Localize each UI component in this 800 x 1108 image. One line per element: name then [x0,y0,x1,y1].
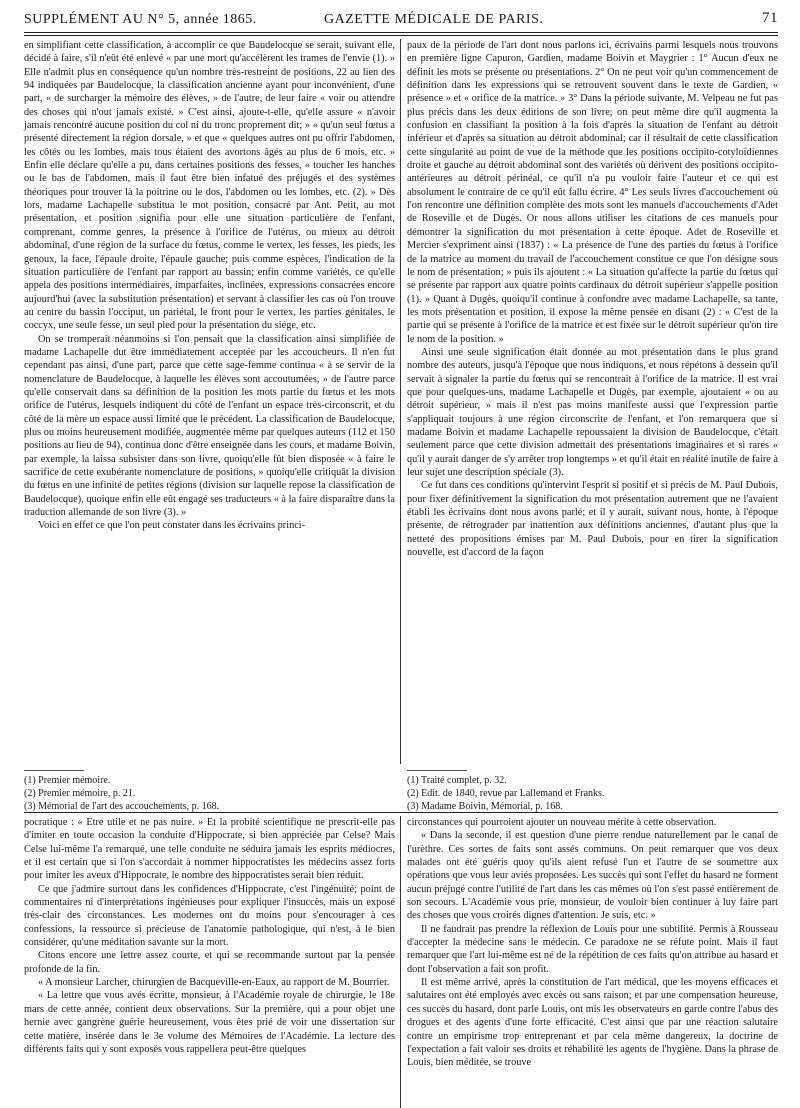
paragraph: paux de la période de l'art dont nous parlons ici, écrivains parmi lesquels nous trouvons en première ligne Capuron, Gardien, madame Boivin et Maygrier : 1° Aucun d'eux ne définit les mots se présente ou présentations. 2° On ne peut voir qu'un commencement de définition dans les expressions qui se retrouvent souvent dans le texte de Gardien, « présence » et « orifice de la matrice. » 3° Dans la période suivante, M. Velpeau ne fut pas plus précis dans les deux éditions de son livre; on peut même dire qu'il augmenta la confusion en classifiant la position à la fois d'après la situation de l'enfant au détroit inférieur et d'après sa situation au détroit abdominal; car il résultait de cette classification cette singularité au point de vue de la méthode que les positions occipito-cotyloïdiennes droite et gauche au détroit abdominal sont des variétés où dérivent des positions occipito-antérieures au détroit périnéal, ce qu'il n'a pu vouloir faire l'auteur et ce qui est absolument le contraire de ce qu'il eût fallu écrire. 4° Les seuls livres d'accouchement où l'on rencontre une définition complète des mots sont les manuels d'accouchements d'Adet de Roseville et de Dugès. Or nous allons utiliser les citations de ces manuels pour démontrer la signification du mot présentation à cette époque. Adet de Roseville et Mercier s'expriment ainsi (1837) : « La présence de l'une des parties du fœtus à l'orifice de la matrice au moment du travail de l'accouchement constitue ce que l'on désigne sous le nom de présentation; » puis ils ajoutent : « La situation qu'affecte la partie du fœtus qui se présente par rapport aux quatre points cardinaux du détroit supérieur s'appelle position (1). » Quant à Dugès, quoiqu'il continue à confondre avec madame Lachapelle, sa tante, les mots présentation et position, il expose la même pensée en disant (2) : « C'est de la partie qui se présente à l'orifice de la matrice et est fixée sur le détroit supérieur qu'on tire le nom de la position. » [407,40,778,345]
footnote-separator [24,770,84,771]
footnote-separator [407,770,467,771]
paragraph: circonstances qui pourroient ajouter un nouveau mérite à cette observation. [407,817,717,828]
paragraph: « La lettre que vous avés écritte, monsieur, à l'Académie royale de chirurgie, le 18e mars de cette année, contient deux observations. Sur la première, qui a pour objet une hernie avec gangrène guérie heureusement, vous êtes prié de voir une dissertation sur cette matière, insérée dans le 3e volume des Mémoires de l'Académie. La lecture des différents faits qui y sont exposés vous rappellera peut-être quelques [24,990,395,1055]
footnote: (3) Madame Boivin, Mémorial, p. 168. [407,801,563,812]
footnote: (1) Traité complet, p. 32. [407,775,507,786]
footnote: (1) Premier mémoire. [24,775,111,786]
left-footnotes [24,764,395,812]
column-divider [400,39,401,764]
bottom-section [24,816,778,1108]
paragraph: Il ne faudrait pas prendre la réflexion de Louis pour une subtilité. Permis à Rousseau d'accepter la médecine sans le médecin. Ce paradoxe ne se réfute point. Mais il faut remarquer que l'art lui-même est né de la répétition de ces faits qu'on attribue au hasard et dont l'observation a fait son profit. [407,923,778,975]
paragraph: « A monsieur Larcher, chirurgien de Bacqueville-en-Eaux, au rapport de M. Bourrier. [38,977,390,989]
column-divider [400,816,401,1108]
paragraph: « Dans la seconde, il est question d'une pierre rendue naturellement par le canal de l'urèthre. Ces sortes de faits sont assés communs. On peut remarquer que vos deux malades ont été guéris quoy qu'ils aient refusé l'un et l'autre de se soumettre aux opérations que vous leur aviés proposées. Les succès qui sont l'effet du hasard ne forment aucun préjugé contre l'utilité de l'art dans les cas mêmes où l'on s'est passé entièrement de son secours. L'Académie vous prie, monsieur, de vouloir bien continuer à luy faire part des choses que vous croirés dignes d'attention. Je suis, etc. » [407,830,778,922]
newspaper-page [24,10,778,1082]
paragraph: Ce fut dans ces conditions qu'intervint l'esprit si positif et si précis de M. Paul Dubois, pour fixer définitivement la signification du mot présentation autrement que ne l'avaient établi les écrivains dont nous avons parlé; et il y aurait, suivant nous, honte, à l'époque présente, de rétrograder par inattention aux définitions anciennes, d'autant plus que la netteté des propositions émises par M. Paul Dubois, pour en tirer la signification nouvelle, est d'accord de la façon [407,480,778,559]
top-right-column [407,39,778,764]
bottom-left-column [24,816,395,1108]
supplement-label: SUPPLÉMENT AU N° 5, année 1865. [24,12,257,27]
footnote: (3) Mémorial de l'art des accouchements, p. 168. [24,801,220,812]
paragraph: Il est même arrivé, après la constitution de l'art médical, que les moyens efficaces et salutaires ont été employés avec excès ou sans raison; et par une compensation heureuse, ces succès du hasard, dont parle Louis, ont mis les observateurs en garde contre l'abus des drogues et des agents d'une forte efficacité. C'est ainsi que par une réaction salutaire contre un empirisme trop entreprenant et par cela même dangereux, la doctrine de l'expectation a fait valoir ses droits et réhabilité les agents de l'hygiène. Dans la phrase de Louis, bien méditée, se trouve [407,977,778,1069]
page-header [24,10,778,32]
page-number: 71 [762,10,778,26]
footnote: (2) Edit. de 1840, revue par Lallemand et Franks. [407,788,605,799]
paragraph: pocratique : « Etre utile et ne pas nuire. » Et la probité scientifique ne prescrit-elle pas d'imiter en toute occasion la conduite d'Hippocrate, si bien appréciée par Celse? Mais Celse lui-même l'a remarqué, une telle conduite ne séduira jamais les esprits médiocres, et il est certain que si l'on s'accordait à nommer hippocratistes les médecins assez forts pour imiter les aveux d'Hippocrate, le nombre des hippocratistes serait bien réduit. [24,817,395,882]
top-section [24,39,778,764]
paragraph: On se tromperait néanmoins si l'on pensait que la classification ainsi simplifiée de madame Lachapelle dut être immédiatement acceptée par les accoucheurs. Il n'en fut cependant pas ainsi, d'une part, parce que cette sage-femme continua « à se servir de la nomenclature de Baudelocque, à laquelle les élèves sont accoutumées, » de l'autre parce qu'elle conservait dans sa définition de la position les mots partie du fœtus et les mots orifice de l'utérus, lesquels indiquent du côté de l'enfant un espace très-circonscrit, et du côté de la mère un espace aussi limité que le précédent. La classification de Baudelocque, plus ou moins heureusement modifiée, augmentée même par quelques auteurs (112 et 150 positions au lieu de 94), continua donc d'être enseignée dans les cours, et madame Boivin, par exemple, la laissa subsister dans son livre, quoiqu'elle fût bien disposée « à faire le sacrifice de cette exubérante nomenclature de positions, » quoiqu'elle critiquât la division du fœtus en une infinité de petites régions (division sur laquelle repose la classification de Baudelocque), quoique enfin elle eût engagé ses traducteurs « à la faire disparaître dans la traduction allemande de son livre (3). » [24,333,396,519]
journal-title: GAZETTE MÉDICALE DE PARIS. [324,12,544,27]
paragraph: en simplifiant cette classification, à accomplir ce que Baudelocque se serait, suivant elle, décidé à faire, s'il n'eût été enlevé « par une mort qu'accélèrent les trames de l'envie (1). » Elle n'admit plus en conséquence qu'un nombre très-restreint de positions, 22 au lien des 94 indiquées par Baudelocque, la classification ancienne ayant pour inconvénient, d'une part, « de surcharger la mémoire des élèves, » de l'autre, de leur faire « voir ou attendre des choses qui n'out jamais existé. » C'est ainsi, ajoute-t-elle, qu'elle assure « n'avoir jamais rencontré aucune position du col ni du tronc proprement dit; » « qu'un seul fœtus a présenté directement la région dorsale, » et que « quelques autres ont pu offrir l'abdomen, les côtés ou les lombes, mais tous étaient des avortons âgés au plus de 6 mois, etc. » Enfin elle déclare qu'elle a pu, dans certaines positions des fesses, « toucher les hanches ou le bas de l'abdomen, mais il faut être bien infatué des préjugés et des systèmes théoriques pour trouver là la poitrine ou le dos, l'abdomen ou les lombes, etc. (2). » Dès lors, madame Lachapelle substitua le mot position, consacré par Ant. Petit, au mot présentation, et position signifia pour elle une situation particulière de l'enfant, comprenant, comme genres, la présence à l'orifice de l'utérus, ou mieux au détroit abdominal, d'une région de la surface du fœtus, comme le vertex, les fesses, les pieds, les genoux, la face, l'épaule droite, l'épaule gauche; puis comme espèces, l'indication de la situation particulière de l'enfant par rapport au bassin; enfin comme variétés, ce qu'elle appela des positions intermédiaires, imparfaites, inclinées, expressions consacrées encore aujourd'hui (avec la substitution présentation) et servant à classifier les cas où l'on trouve au centre du bassin l'occiput, un pariétal, le front pour le vertex, les parties génitales, le coccyx, une seule fesse, un seul pied pour la présentation du siége, etc. [24,40,395,332]
footnotes [24,764,778,812]
right-footnotes [407,764,778,812]
paragraph: Ainsi une seule signification était donnée au mot présentation dans le plus grand nombre des auteurs, jusqu'à l'époque que nous indiquons, et nous répétons à dessein qu'il servait à signaler la partie du fœtus qui se rencontrait à l'orifice de la matrice. Il est vrai que pour quelques-uns, madame Lachapelle et Dugès, par exemple, ajoutaient « ou au détroit supérieur, » mais il n'est pas moins manifeste aussi que l'expression partie s'appliquait toujours à une région circonscrite de l'enfant, et l'on remarquera que si madame Boivin et madame Lachapelle repoussaient la division de Baudelocque, c'était seulement parce que cette division admettait des présentations imaginaires et si rares « qu'il y aurait danger de s'y arrêter trop longtemps » et qu'il était en réalité inutile de faire à leur sujet une description spéciale (3). [407,346,778,478]
paragraph: Citons encore une lettre assez courte, et qui se recommande surtout par la pensée profonde de la fin. [24,950,395,975]
bottom-right-column [407,816,778,1108]
footnote: (2) Premier mémoire, p. 21. [24,788,136,799]
paragraph: Ce que j'admire surtout dans les confidences d'Hippocrate, c'est l'ingénuité; point de commentaires ni d'interprétations ingénieuses pour expliquer l'insuccès, mais un exposé très-clair des circonstances. Les modernes ont du moins pour s'encourager à ces confessions, la ressource si précieuse de l'anatomie pathologique, qui n'est, à le bien considérer, qu'une méditation savante sur la mort. [24,883,395,949]
top-left-column [24,39,395,764]
paragraph: Voici en effet ce que l'on peut constater dans les écrivains princi- [38,520,306,532]
header-rule [24,32,778,36]
